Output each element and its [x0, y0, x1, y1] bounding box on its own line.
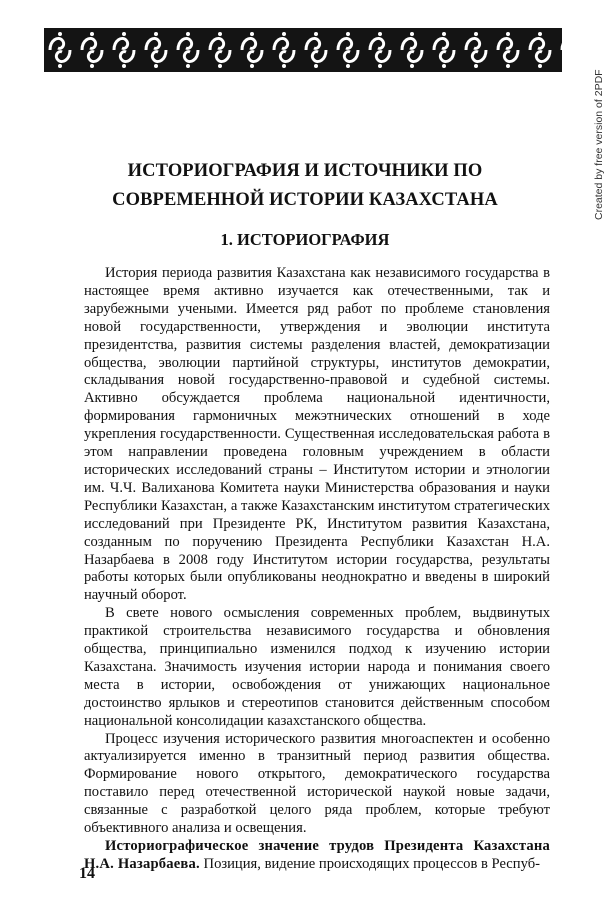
section-heading: 1. ИСТОРИОГРАФИЯ	[220, 230, 390, 249]
watermark-text: Created by free version of 2PDF	[593, 69, 605, 220]
paragraph-last	[84, 838, 550, 874]
document-title	[60, 157, 550, 215]
document-title-line-1: ИСТОРИОГРАФИЯ И ИСТОЧНИКИ ПО	[127, 161, 483, 181]
paragraph: История периода развития Казахстана как независимого государства в настоящее время активно изучается как отечественными, так и зарубежными учеными. Имеется ряд работ по проблеме становления новой государственности, утверждения и эволюции института президентства, развития системы разделения властей, демократизации общества, эволюции партийной структуры, институтов демократии, складывания новой государственно-правовой и судебной системы. Активно обсуждается проблема национальной идентичности, формирования гармоничных межэтнических отношений в ходе укрепления государственности. Существенная исследовательская работа в этом направлении проведена головным учреждением в области исторических исследований страны – Институтом истории и этнологии им. Ч.Ч. Валиханова Комитета науки Министерства образования и науки Республики Казахстан, а также Казахстанским институтом стратегических исследований при Президенте РК, Институтом развития Казахстана, созданным по поручению Президента Республики Казахстан Н.А. Назарбаева в 2008 году Институтом истории государства, результаты работы которых были опубликованы неоднократно и введены в широкий научный оборот.	[84, 265, 550, 604]
paragraph-bold-lead: Историографическое значение трудов Президента Казахстана Н.А. Назарбаева.	[84, 838, 550, 872]
paragraph-rest: Позиция, видение происходящих процессов в Респуб-	[199, 855, 540, 872]
kazakh-ornament-border-icon	[44, 28, 562, 72]
paragraph: В свете нового осмысления современных проблем, выдвинутых практикой строительства независимого государства и обновления общества, принципиально изменился подход к изучению истории Казахстана. Значимость изучения истории народа и понимания своего места в истории, освобождения от унижающих национальное достоинство ярлыков и стереотипов становится действенным способом национальной консолидации казахстанского общества.	[84, 605, 550, 729]
page-number: 14	[79, 865, 95, 882]
document-body	[84, 265, 550, 874]
paragraph: Процесс изучения исторического развития многоаспектен и особенно актуализируется именно в транзитный период развития общества. Формирование нового открытого, демократического государства поставило перед отечественной исторической наукой новые задачи, связанные с разработкой целого ряда проблем, которые требуют объективного анализа и освещения.	[84, 730, 550, 837]
document-title-line-2: СОВРЕМЕННОЙ ИСТОРИИ КАЗАХСТАНА	[112, 190, 498, 210]
